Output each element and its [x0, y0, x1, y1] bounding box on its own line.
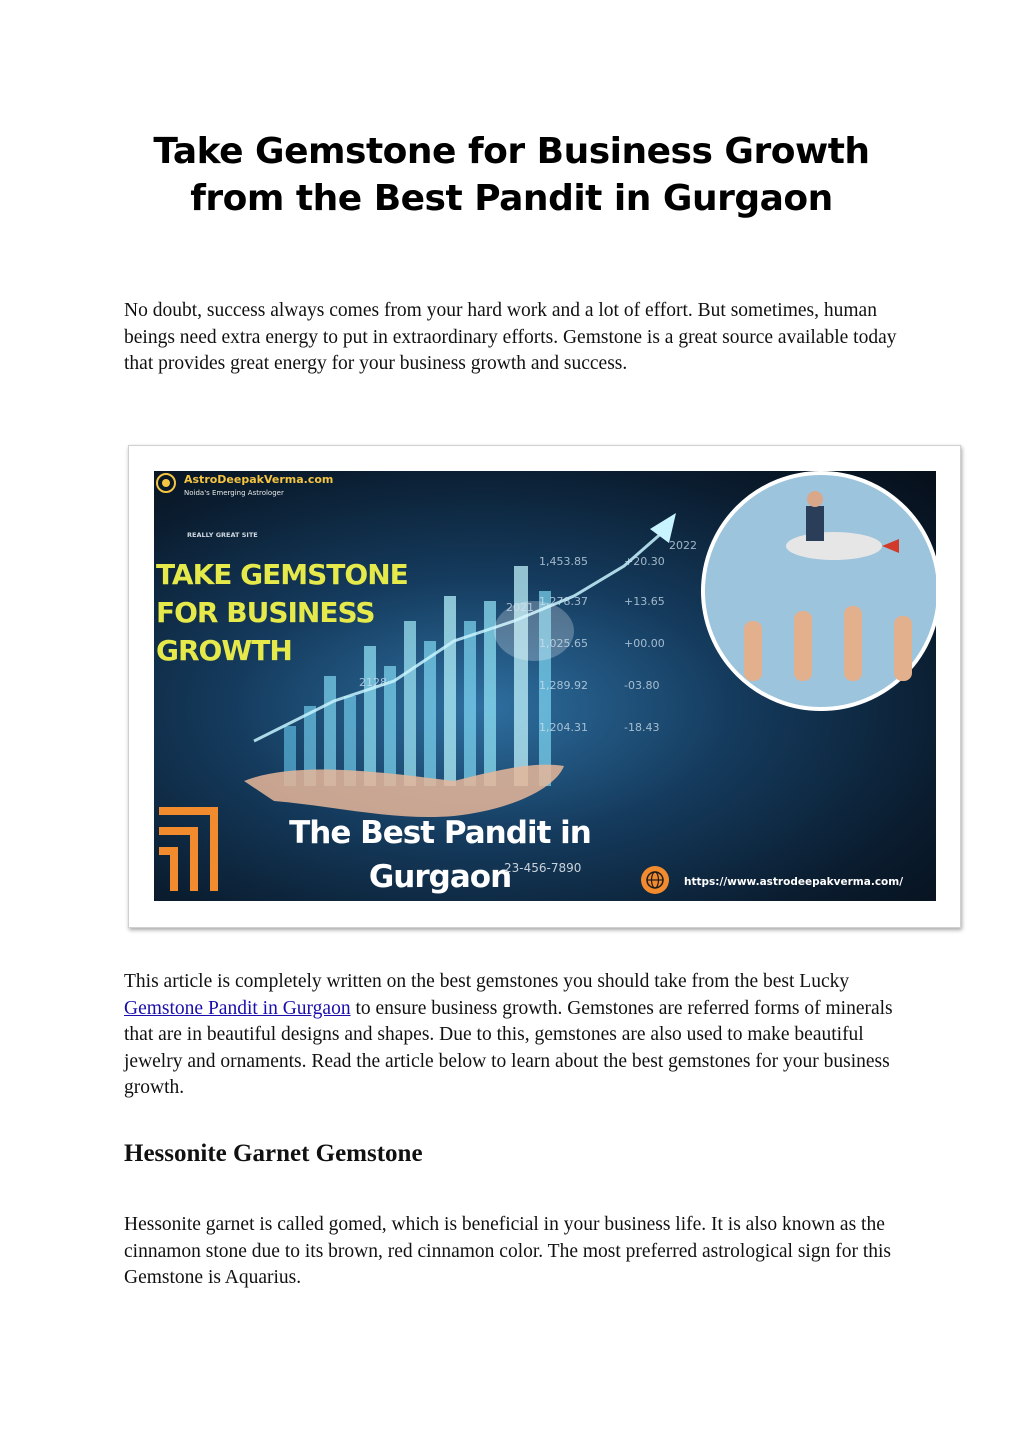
article-text-before-link: This article is completely written on the best gemstones you should take from the best Lucky [124, 971, 850, 992]
ticker-year: 2021 [506, 601, 534, 614]
page-title: Take Gemstone for Business Growth from the Best Pandit in Gurgaon [153, 131, 870, 219]
banner-image [154, 471, 936, 901]
section-heading: Hessonite Garnet Gemstone [124, 1140, 423, 1167]
banner-figure [128, 445, 961, 928]
ticker-year: 2022 [669, 539, 697, 552]
banner-pandit-text [280, 811, 600, 899]
ticker-year: 2128 [359, 676, 387, 689]
ticker-value: 1,278.37 [539, 595, 588, 608]
banner-url: https://www.astrodeepakverma.com/ [684, 876, 904, 888]
banner-pandit-line: Gurgaon [368, 859, 512, 895]
ticker-value: -03.80 [624, 679, 660, 692]
banner-pandit-line: The Best Pandit in [289, 815, 591, 851]
gemstone-pandit-link[interactable]: Gemstone Pandit in Gurgaon [124, 997, 351, 1019]
ticker-value: 1,289.92 [539, 679, 588, 692]
ticker-value: 1,204.31 [539, 721, 588, 734]
logo-mark-icon [159, 811, 214, 891]
globe-icon [641, 866, 669, 894]
ticker-value: 1,453.85 [539, 555, 588, 568]
banner-site-label: REALLY GREAT SITE [187, 531, 258, 539]
article-paragraph [124, 969, 904, 1102]
banner-headline-line: FOR BUSINESS [156, 596, 375, 629]
banner-brand-tagline: Noida's Emerging Astrologer [184, 489, 284, 497]
banner-headline [156, 556, 436, 670]
ticker-value: +00.00 [624, 637, 665, 650]
banner-phone: 23-456-7890 [504, 861, 582, 875]
ticker-value: +13.65 [624, 595, 665, 608]
banner-headline-line: GROWTH [156, 634, 292, 667]
ticker-value: 1,025.65 [539, 637, 588, 650]
article-text-after-link: to ensure business growth. Gemstones are referred forms of minerals that are in beautiful designs and shapes. Due to this, gemstones are also used to make beautiful jewelry and ornaments. Read the article below to learn about the best gemstones for your business growth. [124, 997, 893, 1098]
banner-headline-line: TAKE GEMSTONE [156, 558, 408, 591]
ticker-value: +20.30 [624, 555, 665, 568]
intro-paragraph: No doubt, success always comes from your hard work and a lot of effort. But sometimes, human beings need extra energy to put in extraordinary efforts. Gemstone is a great source available today that provides great energy for your business growth and success. [124, 300, 897, 374]
ticker-value: -18.43 [624, 721, 660, 734]
banner-brand: AstroDeepakVerma.com [184, 473, 334, 486]
section-paragraph: Hessonite garnet is called gomed, which is beneficial in your business life. It is also known as the cinnamon stone due to its brown, red cinnamon color. The most preferred astrological sign for this Gemstone is Aquarius. [124, 1214, 892, 1288]
